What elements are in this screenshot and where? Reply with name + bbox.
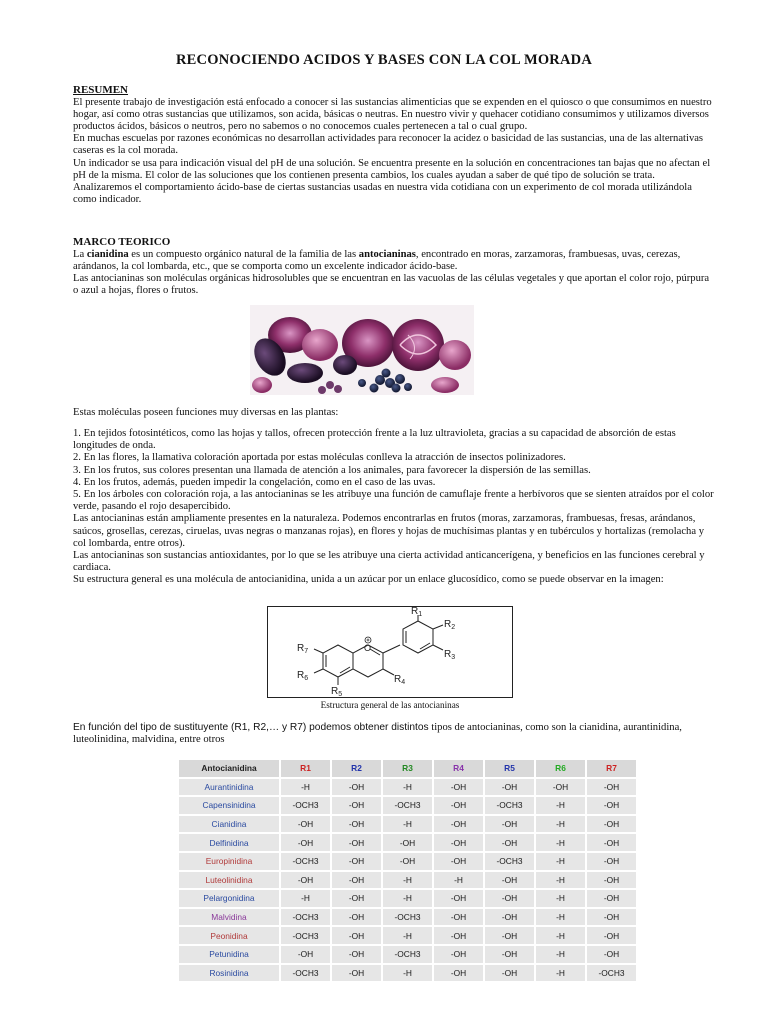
substituent-cell: -OH — [434, 927, 483, 944]
substituent-cell: -OH — [587, 872, 636, 889]
substituent-cell: -H — [536, 946, 585, 963]
substituent-cell: -OH — [485, 890, 534, 907]
anthocyanidin-name-cell: Europinidina — [179, 853, 279, 870]
substituent-cell: -OH — [281, 816, 330, 833]
substituent-cell: -OH — [434, 909, 483, 926]
anthocyanidin-name-cell: Luteolinidina — [179, 872, 279, 889]
substituent-cell: -OH — [587, 816, 636, 833]
substituent-cell: -OCH3 — [485, 797, 534, 814]
column-header-r3: R3 — [383, 760, 432, 777]
functions-intro — [73, 407, 716, 419]
substituent-cell: -OH — [587, 853, 636, 870]
substituent-cell: -H — [434, 872, 483, 889]
table-row — [179, 779, 636, 796]
substituent-cell: -OH — [587, 890, 636, 907]
marco-paragraph-2: Las antocianinas son moléculas orgánicas hidrosolubles que se encuentran en las vacuolas de las células vegetales y que aportan el color rojo, púrpura o azul a hojas, flores o frutos. — [73, 272, 710, 297]
substituent-cell: -H — [536, 909, 585, 926]
body-paragraph: Las antocianinas son sustancias antioxidantes, por lo que se les atribuye una cierta actividad anticancerígena, y beneficios en las funciones cerebral y cardiaca. — [73, 550, 705, 574]
table-row — [179, 816, 636, 833]
substituent-cell: -H — [281, 779, 330, 796]
oxygen-label: O — [364, 643, 372, 653]
anthocyanidin-name-cell: Rosinidina — [179, 965, 279, 982]
substituent-cell: -OH — [332, 872, 381, 889]
substituent-cell: -OH — [485, 834, 534, 851]
substituent-cell: -OH — [587, 927, 636, 944]
substituent-cell: -OCH3 — [383, 909, 432, 926]
substituent-cell: -H — [536, 797, 585, 814]
anthocyanidin-name-cell: Cianidina — [179, 816, 279, 833]
function-item: 5. En los árboles con coloración roja, a las antocianinas se les atribuye una función de camuflaje frente a herbívoros que se sienten atraídos por el color verde, pasando el rojo desapercibido. — [73, 489, 714, 513]
table-row — [179, 834, 636, 851]
substituent-cell: -OH — [434, 946, 483, 963]
anthocyanidin-table — [177, 758, 638, 983]
column-header-r2: R2 — [332, 760, 381, 777]
substituent-cell: -H — [281, 890, 330, 907]
column-header-r5: R5 — [485, 760, 534, 777]
column-header-r6: R6 — [536, 760, 585, 777]
svg-text:R1: $R_1$ — [411, 607, 423, 618]
substituent-cell: -OH — [434, 834, 483, 851]
substituent-cell: -H — [383, 816, 432, 833]
resumen-paragraph: En muchas escuelas por razones económicas no desarrollan actividades para reconocer la acidez o basicidad de las sustancias, una de las alternativas caseras es la col morada. — [73, 133, 704, 157]
substituent-cell: -H — [536, 816, 585, 833]
svg-text:R5: $R_5$ — [331, 686, 343, 697]
marco-teorico-heading: MARCO TEORICO — [73, 236, 171, 248]
substituent-cell: -OH — [587, 946, 636, 963]
substituent-cell: -H — [536, 890, 585, 907]
substituent-cell: -OCH3 — [587, 965, 636, 982]
substituent-cell: -OH — [434, 965, 483, 982]
substituent-cell: -H — [536, 965, 585, 982]
column-header-r7: R7 — [587, 760, 636, 777]
purple-produce-photo — [250, 305, 474, 395]
substituent-cell: -OH — [485, 872, 534, 889]
substituent-cell: -OH — [332, 779, 381, 796]
substituent-cell: -OH — [332, 797, 381, 814]
column-header-r4: R4 — [434, 760, 483, 777]
substituent-cell: -OH — [332, 816, 381, 833]
substituent-cell: -OH — [281, 872, 330, 889]
svg-text:R2: $R_2$ — [444, 619, 456, 631]
substituent-cell: -OH — [281, 946, 330, 963]
substituent-cell: -H — [536, 853, 585, 870]
column-header-antocianidina: Antocianidina — [179, 760, 279, 777]
substituent-cell: -OH — [485, 927, 534, 944]
table-row — [179, 872, 636, 889]
substituent-cell: -OH — [485, 965, 534, 982]
function-item: 2. En las flores, la llamativa coloración aportada por estas moléculas conlleva la atracción de insectos polinizadores. — [73, 452, 566, 464]
substituent-cell: -OH — [587, 797, 636, 814]
substituent-cell: -OCH3 — [383, 797, 432, 814]
substituent-cell: -H — [383, 872, 432, 889]
cianidina-term: cianidina — [86, 248, 129, 260]
substituent-cell: -OH — [332, 965, 381, 982]
substituent-cell: -OH — [434, 779, 483, 796]
substituent-cell: -OH — [434, 890, 483, 907]
substituent-cell: -OCH3 — [281, 797, 330, 814]
substituent-cell: -H — [536, 927, 585, 944]
table-row — [179, 927, 636, 944]
table-header-row — [179, 760, 636, 777]
sustituyentes-intro: En función del tipo de sustituyente (R1, R2,… y R7) podemos obtener distintos — [73, 722, 429, 733]
substituent-cell: -OCH3 — [281, 965, 330, 982]
svg-text:R7: $R_7$ — [297, 643, 309, 655]
substituent-cell: -OH — [587, 834, 636, 851]
substituent-cell: -OH — [332, 890, 381, 907]
anthocyanidin-name-cell: Pelargonidina — [179, 890, 279, 907]
anthocyanin-structure-figure — [267, 606, 513, 698]
substituent-cell: -OH — [332, 927, 381, 944]
substituent-cell: -OH — [332, 909, 381, 926]
function-item: 1. En tejidos fotosintéticos, como las hojas y tallos, ofrecen protección frente a la luz ultravioleta, gracias a su capacidad de absorción de estas longitudes de onda. — [73, 428, 676, 452]
resumen-section — [73, 84, 716, 206]
substituent-cell: -OH — [332, 853, 381, 870]
substituent-cell: -OH — [434, 797, 483, 814]
substituent-cell: -OH — [281, 834, 330, 851]
substituent-cell: -OCH3 — [281, 909, 330, 926]
substituent-cell: -OH — [587, 909, 636, 926]
substituent-cell: -OH — [383, 834, 432, 851]
table-row — [179, 946, 636, 963]
substituent-cell: -OH — [485, 816, 534, 833]
anthocyanidin-name-cell: Peonidina — [179, 927, 279, 944]
anthocyanidin-name-cell: Capensinidina — [179, 797, 279, 814]
svg-text:R6: $R_6$ — [297, 670, 309, 682]
substituent-cell: -OH — [587, 779, 636, 796]
sustituyentes-rest: tipos de antocianinas, como son la cianidina, aurantinidina, luteolinidina, malvidina, entre otros — [73, 722, 682, 746]
substituent-cell: -OH — [485, 946, 534, 963]
function-item: 3. En los frutos, sus colores presentan una llamada de atención a los animales, para favorecer la dispersión de las semillas. — [73, 464, 591, 476]
functions-intro-text: Estas moléculas poseen funciones muy diversas en las plantas: — [73, 407, 339, 418]
function-item: 4. En los frutos, además, pueden impedir la congelación, como en el caso de las uvas. — [73, 476, 436, 488]
substituent-cell: -H — [383, 779, 432, 796]
table-row — [179, 890, 636, 907]
sustituyentes-paragraph — [73, 722, 716, 746]
resumen-paragraph: El presente trabajo de investigación está enfocado a conocer si las sustancias alimenticias que se expenden en el quiosco o que consumimos en nuestro hogar, así como otras sustancias que utilizamos, son acida, básicas o neutras. En nuestro vivir y quehacer cotidiano consumimos y utilizamos diversos productos ácidos, básicos o neutros, pero no sabemos o no conocemos cuales pertenecen a tal o cual grupo. — [73, 96, 712, 132]
substituent-cell: -OCH3 — [281, 853, 330, 870]
substituent-cell: -OCH3 — [281, 927, 330, 944]
substituent-cell: -OH — [485, 909, 534, 926]
substituent-cell: -OH — [434, 853, 483, 870]
functions-list — [73, 428, 716, 587]
substituent-cell: -OH — [536, 779, 585, 796]
substituent-cell: -H — [383, 927, 432, 944]
table-row — [179, 797, 636, 814]
marco-teorico-section — [73, 236, 716, 297]
substituent-cell: -OH — [332, 834, 381, 851]
substituent-cell: -OH — [332, 946, 381, 963]
substituent-cell: -OCH3 — [383, 946, 432, 963]
resumen-paragraph: Analizaremos el comportamiento ácido-base de ciertas sustancias usadas en nuestra vida cotidiana con un experimento de col morada utilizándola como indicador. — [73, 181, 692, 206]
resumen-paragraph: Un indicador se usa para indicación visual del pH de una solución. Se encuentra presente en la solución en concentraciones tan bajas que no afectan el pH de la misma. El color de las soluciones que los contienen presenta cambios, los cuales ayudan a saber de qué tipo de solución se trata. — [73, 157, 711, 181]
body-paragraph: Su estructura general es una molécula de antocianidina, unida a un azúcar por un enlace glucosídico, como se puede observar en la imagen: — [73, 574, 664, 586]
substituent-cell: -H — [383, 965, 432, 982]
svg-text:R4: $R_4$ — [394, 674, 406, 686]
figure-caption: Estructura general de las antocianinas — [320, 700, 460, 710]
substituent-cell: -OCH3 — [485, 853, 534, 870]
table-row — [179, 965, 636, 982]
anthocyanidin-name-cell: Delfinidina — [179, 834, 279, 851]
antocianinas-term: antocianinas — [358, 248, 416, 260]
substituent-cell: -OH — [434, 816, 483, 833]
resumen-heading: RESUMEN — [73, 84, 129, 96]
substituent-cell: -OH — [485, 779, 534, 796]
marco-paragraph-1: La cianidina es un compuesto orgánico natural de la familia de las antocianinas, encontrado en moras, zarzamoras, frambuesas, uvas, cerezas, arándanos, la col lombarda, etc., que se comporta como un excelente indicador ácido-base. — [73, 248, 681, 272]
substituent-cell: -H — [536, 872, 585, 889]
substituent-cell: -H — [383, 890, 432, 907]
substituent-cell: -OH — [383, 853, 432, 870]
body-paragraph: Las antocianinas están ampliamente presentes en la naturaleza. Podemos encontrarlas en frutos (moras, zarzamoras, frambuesas, fresas, arándanos, saúcos, grosellas, cerezas, ciruelas, uvas negras o manzanas rojas), en flores y hojas de muchísimas plantas y en tubérculos y hortalizas (remolacha y col lombarda, entre otros). — [73, 513, 704, 549]
svg-text:R3: $R_3$ — [444, 649, 456, 661]
anthocyanidin-name-cell: Petunidina — [179, 946, 279, 963]
document-title: RECONOCIENDO ACIDOS Y BASES CON LA COL MORADA — [176, 52, 592, 68]
substituent-cell: -H — [536, 834, 585, 851]
anthocyanidin-name-cell: Aurantinidina — [179, 779, 279, 796]
column-header-r1: R1 — [281, 760, 330, 777]
table-row — [179, 909, 636, 926]
anthocyanidin-name-cell: Malvidina — [179, 909, 279, 926]
table-row — [179, 853, 636, 870]
